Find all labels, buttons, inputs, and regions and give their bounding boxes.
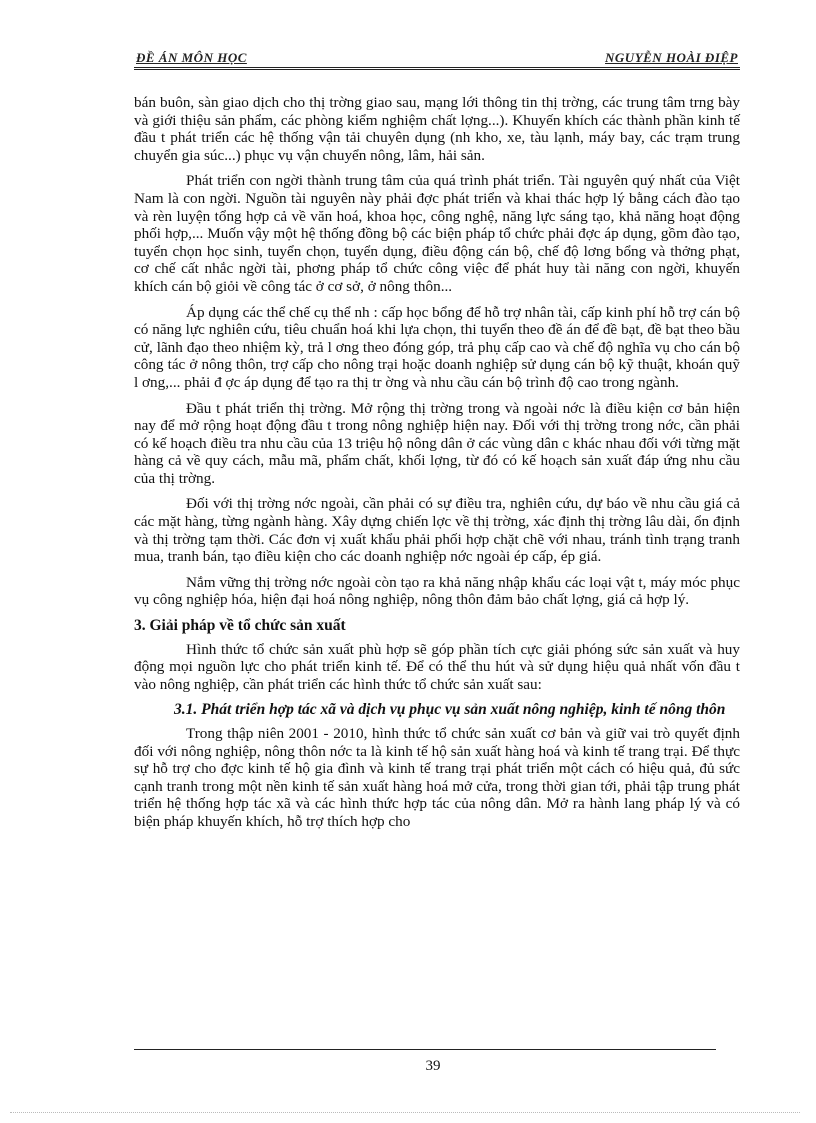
page-number: 39 [425,1058,441,1074]
document-body [134,94,740,839]
paragraph-5: Đối với thị trờng nớc ngoài, cần phải có sự điều tra, nghiên cứu, dự báo về nhu cầu giá cả các mặt hàng, từng ngành hàng. Xây dựng chiến lợc về thị trờng, xác định thị trờng lâu dài, ổn định và thị trờng tạm thời. Các đơn vị xuất khẩu phải phối hợp chặt chẽ với nhau, tránh tình trạng tranh mua, tranh bán, tạo điều kiện cho các doanh nghiệp nớc ngoài ép cấp, ép giá. [134,495,740,566]
subsection-heading: 3.1. Phát triển hợp tác xã và dịch vụ phục vụ sản xuất nông nghiệp, kinh tế nông thôn [174,701,726,719]
paragraph-3: Áp dụng các thể chế cụ thể nh : cấp học bổng để hỗ trợ nhân tài, cấp kinh phí hỗ trợ cán bộ có năng lực nghiên cứu, tiêu chuẩn hoá khi lựa chọn, thi tuyển theo đề án để đề bạt, đề bạt theo bầu cử, lãnh đạo theo nhiệm kỳ, trả l ơng theo đóng góp, trả phụ cấp cao và chế độ nghĩa vụ cho cán bộ công tác ở nông thôn, trợ cấp cho nông trại hoặc doanh nghiệp sử dụng cán bộ kỹ thuật, khoán quỹ l ơng,... phải đ ợc áp dụng để tạo ra thị tr ờng và nhu cầu cán bộ trình độ cao trong ngành. [134,303,740,391]
page-bottom-border [10,1112,800,1113]
section-heading: 3. Giải pháp về tổ chức sản xuất [134,617,346,635]
section-paragraph: Hình thức tổ chức sản xuất phù hợp sẽ góp phần tích cực giải phóng sức sản xuất và huy động mọi nguồn lực cho phát triển kinh tế. Để có thể thu hút và sử dụng hiệu quả nhất vốn đầu t vào nông nghiệp, cần phát triển các hình thức tổ chức sản xuất sau: [134,640,740,693]
subsection-paragraph: Trong thập niên 2001 - 2010, hình thức tổ chức sản xuất cơ bản và giữ vai trò quyết định đối với nông nghiệp, nông thôn nớc ta là kinh tế hộ sản xuất hàng hoá và kinh tế trang trại. Để thực sự hỗ trợ cho đợc kinh tế hộ gia đình và kinh tế trang trại phát triển một cách có hiệu quả, đủ sức cạnh tranh trong một nền kinh tế sản xuất hàng hoá mở cửa, trong thời gian tới, phải tập trung phát triển hệ thống hợp tác xã và các hình thức hợp tác của nông dân. Mở ra hành lang pháp lý và có biện pháp khuyến khích, hỗ trợ thích hợp cho [134,725,740,830]
paragraph-4: Đầu t phát triển thị trờng. Mở rộng thị trờng trong và ngoài nớc là điều kiện cơ bản hiện nay để mở rộng hoạt động đầu t trong nông nghiệp hiện nay. Đối với thị trờng trong nớc, cần phải có kế hoạch điều tra nhu cầu của 13 triệu hộ nông dân ở các vùng dân c khác nhau đối với từng mặt hàng cả về quy cách, mẫu mã, phẩm chất, khối lợng, từ đó có kế hoạch sản xuất đáp ứng nhu cầu của thị trờng. [134,399,740,487]
header-left-title: ĐỀ ÁN MÔN HỌC [136,50,247,65]
header-right-author: NGUYỄN HOÀI ĐIỆP [605,50,738,65]
page-header [134,48,740,70]
paragraph-1: bán buôn, sàn giao dịch cho thị trờng giao sau, mạng lới thông tin thị trờng, các trung tâm trng bày và giới thiệu sản phẩm, các phòng kiểm nghiệm chất lợng...). Khuyến khích các thành phần kinh tế đầu t phát triển các hệ thống vận tải chuyên dụng (nh kho, xe, tàu lạnh, máy bay, các trạm trung chuyển gia súc...) phục vụ vận chuyển nông, lâm, hải sản. [134,94,740,164]
header-rule [134,67,740,70]
footer-rule [134,1049,716,1050]
paragraph-2: Phát triển con ngời thành trung tâm của quá trình phát triển. Tài nguyên quý nhất của Việt Nam là con ngời. Nguồn tài nguyên này phải đợc phát triển và khai thác hợp lý bằng cách đào tạo và rèn luyện tổng hợp cả về văn hoá, khoa học, công nghệ, năng lực sáng tạo, khả năng hoạt động phối hợp,... Muốn vậy một hệ thống đồng bộ các biện pháp tổ chức phải đợc áp dụng, gồm đào tạo, tuyển chọn học sinh, tuyển chọn, tuyển dụng, điều động cán bộ, chế độ lơng bổng và thởng phạt, cơ chế cất nhắc ngời tài, phơng pháp tổ chức công việc để phát huy tài năng con ngời, khuyến khích cán bộ giỏi về công tác ở cơ sở, ở nông thôn... [134,172,740,295]
paragraph-6: Nắm vững thị trờng nớc ngoài còn tạo ra khả năng nhập khẩu các loại vật t, máy móc phục vụ công nghiệp hóa, hiện đại hoá nông nghiệp, nông thôn đảm bảo chất lợng, giá cả hợp lý. [134,573,740,609]
